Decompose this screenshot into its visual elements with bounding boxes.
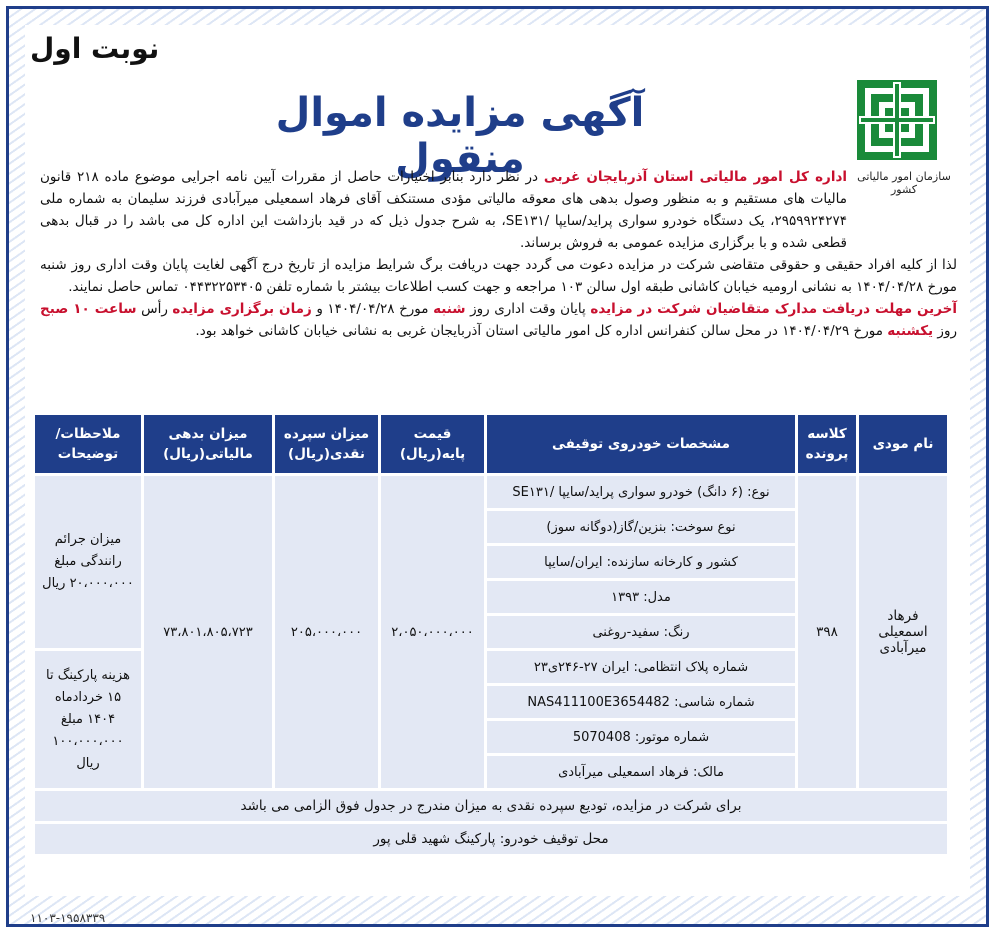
tax-organization-logo — [855, 78, 939, 162]
auction-hour: ساعت ۱۰ صبح — [40, 301, 137, 317]
ad-code: ۱۱۰۳-۱۹۵۸۳۳۹ — [30, 911, 106, 925]
auction-day-prefix: روز — [933, 323, 957, 339]
spec-item: رنگ: سفید-روغنی — [487, 616, 795, 648]
auction-location: مورخ ۱۴۰۴/۰۴/۲۹ در محل سالن کنفرانس اداره کل امور مالیاتی استان آذربایجان غربی به نشانی خیابان کاشانی خواهد بود. — [195, 323, 888, 339]
note-traffic-fines: میزان جرائم رانندگی مبلغ ۲۰،۰۰۰،۰۰۰ ریال — [35, 476, 141, 648]
spec-item: نوع سوخت: بنزین/گاز(دوگانه سوز) — [487, 511, 795, 543]
spec-item: مالک: فرهاد اسمعیلی میرآبادی — [487, 756, 795, 788]
deadline-day: شنبه — [433, 301, 466, 317]
paragraph-3 — [40, 298, 957, 342]
spec-item: مدل: ۱۳۹۳ — [487, 581, 795, 613]
table-footer-row — [35, 824, 947, 854]
header-debt: میزان بدهی مالیاتی(ریال) — [144, 415, 272, 473]
table-header-row — [35, 415, 947, 473]
note-parking-fee: هزینه پارکینگ تا ۱۵ خردادماه ۱۴۰۴ مبلغ ۱۰۰،۰۰۰،۰۰۰ ریال — [35, 651, 141, 788]
spec-item: شماره شاسی: NAS411100E3654482 — [487, 686, 795, 718]
paragraph-2: لذا از کلیه افراد حقیقی و حقوقی متقاضی شرکت در مزایده دعوت می گردد جهت دریافت برگ شرایط مزایده از تاریخ درج آگهی لغایت پایان وقت اداری روز شنبه مورخ ۱۴۰۴/۰۴/۲۸ به نشانی ارومیه خیابان کاشانی طبقه اول سالن ۱۰۳ مراجعه و جهت کسب اطلاعات بیشتر با شماره تلفن ۰۴۴۳۲۲۵۳۴۰۵ تماس حاصل نمایند. — [40, 257, 957, 295]
spec-item: کشور و کارخانه سازنده: ایران/سایپا — [487, 546, 795, 578]
auction-at: رأس — [136, 301, 173, 317]
deadline-label: آخرین مهلت دریافت مدارک متقاضیان شرکت در مزایده — [590, 301, 957, 317]
deadline-date: مورخ ۱۴۰۴/۰۴/۲۸ و — [311, 301, 434, 317]
header-name: نام مودی — [859, 415, 947, 473]
deadline-text: پایان وقت اداری روز — [465, 301, 591, 317]
paragraph-1 — [40, 166, 957, 254]
table-footer-row — [35, 791, 947, 821]
header-spec: مشخصات خودروی توقیفی — [487, 415, 795, 473]
paragraph-1-rest: در نظر دارد بنابر اختیارات حاصل از مقررات آیین نامه اجرایی موضوع ماده ۲۱۸ قانون مالیات های مستقیم و به منظور وصول بدهی های معوقه مالیاتی مؤدی مستنکف آقای فرهاد اسمعیلی میرآبادی فرزند سلیمان به شماره ملی ۲۹۵۹۹۲۴۲۷۴، یک دستگاه خودرو سواری پراید/سایپا /SE۱۳۱، به شرح جدول ذیل که در قید بازداشت این اداره کل می باشد را در قبال بدهی قطعی شده و با برگزاری مزایده عمومی به فروش برساند. — [40, 169, 847, 251]
auction-day: یکشنبه — [887, 323, 934, 339]
table-row — [35, 476, 947, 508]
first-run-badge: نوبت اول — [30, 32, 160, 65]
deposit-requirement: برای شرکت در مزایده، تودیع سپرده نقدی به میزان مندرج در جدول فوق الزامی می باشد — [35, 791, 947, 821]
impound-location: محل توقیف خودرو: پارکینگ شهید قلی پور — [35, 824, 947, 854]
header-notes: ملاحظات/ توضیحات — [35, 415, 141, 473]
organization-name: سازمان امور مالیاتی کشور — [857, 170, 951, 196]
file-number: ۳۹۸ — [798, 476, 856, 788]
spec-item: شماره پلاک انتظامی: ایران ۲۷-۲۴۶ی۲۳ — [487, 651, 795, 683]
auction-time-label: زمان برگزاری مزایده — [172, 301, 312, 317]
taxpayer-name: فرهاد اسمعیلی میرآبادی — [859, 476, 947, 788]
base-price: ۲،۰۵۰،۰۰۰،۰۰۰ — [381, 476, 484, 788]
header-deposit: میزان سپرده نقدی(ریال) — [275, 415, 378, 473]
ad-body — [40, 166, 957, 342]
tax-debt: ۷۳،۸۰۱،۸۰۵،۷۲۳ — [144, 476, 272, 788]
ad-title: آگهی مزایده اموال منقول — [275, 90, 645, 182]
paragraph-1-lead: اداره کل امور مالیاتی استان آذربایجان غربی — [543, 169, 847, 185]
header-file: کلاسه پرونده — [798, 415, 856, 473]
header-base-price: قیمت پایه(ریال) — [381, 415, 484, 473]
deposit: ۲۰۵،۰۰۰،۰۰۰ — [275, 476, 378, 788]
spec-item: شماره موتور: 5070408 — [487, 721, 795, 753]
auction-table — [32, 412, 950, 857]
spec-item: نوع: (۶ دانگ) خودرو سواری پراید/سایپا /SE۱۳۱ — [487, 476, 795, 508]
